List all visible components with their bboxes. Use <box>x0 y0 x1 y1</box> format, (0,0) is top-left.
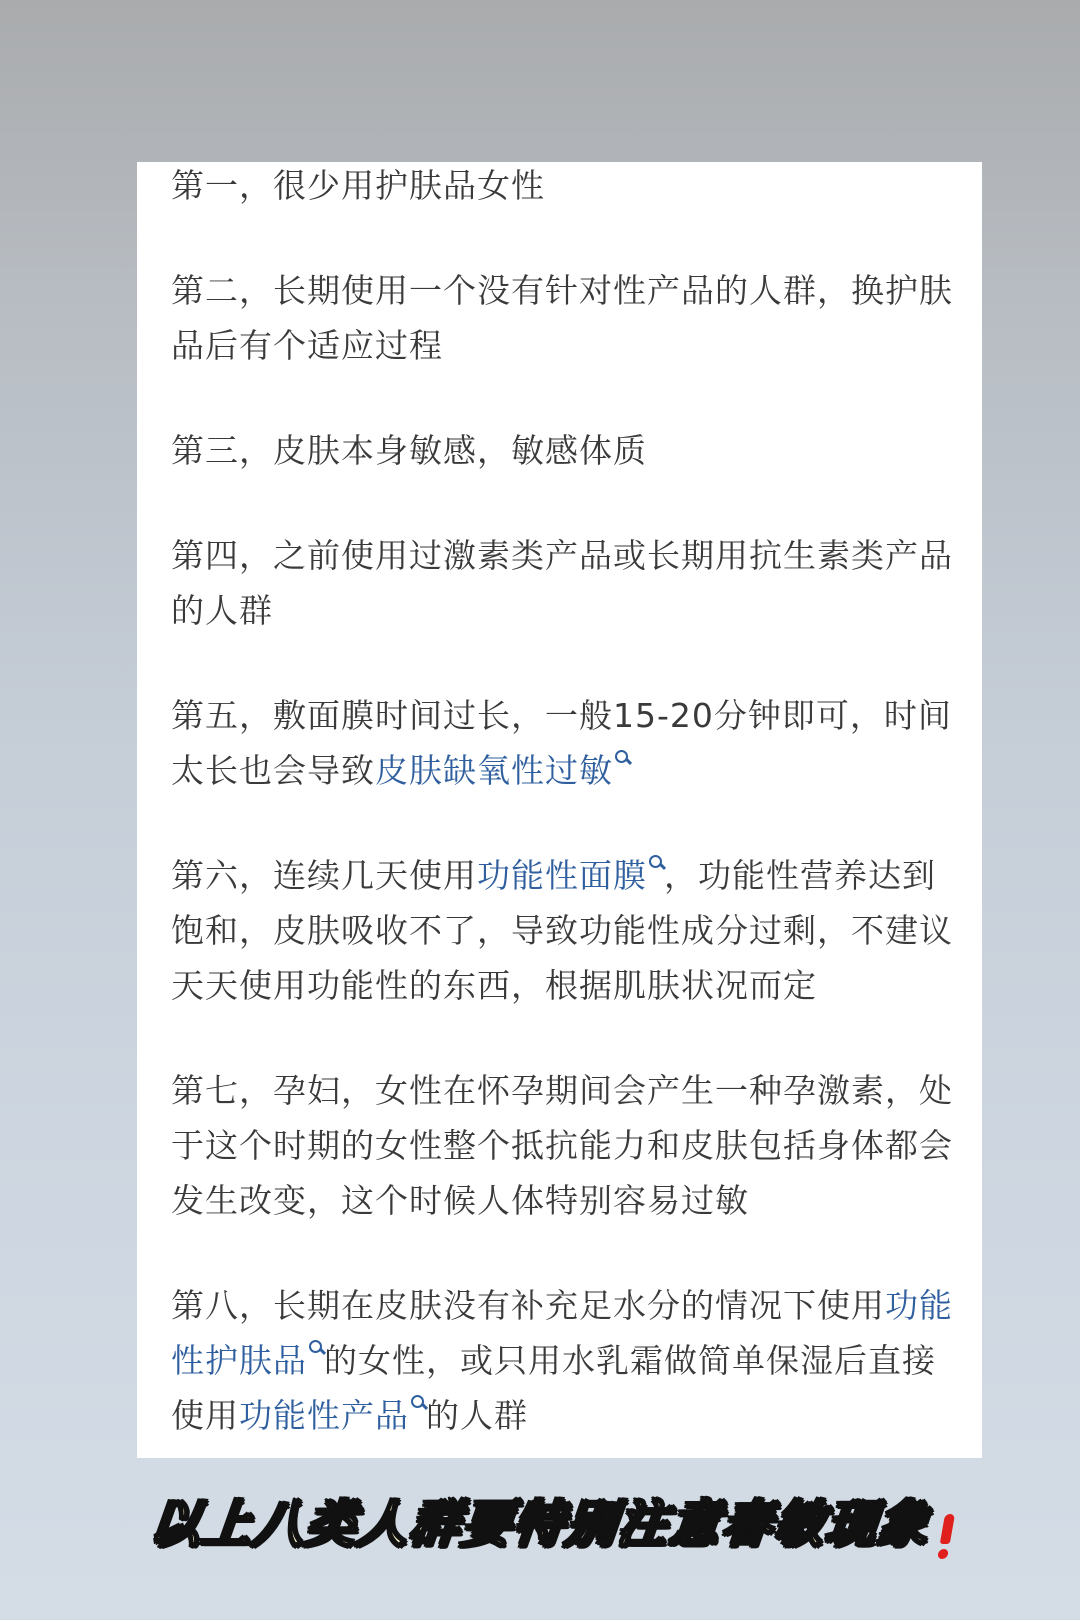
search-link[interactable]: 皮肤缺氧性过敏 <box>375 751 613 790</box>
exclamation-icon <box>934 1514 958 1560</box>
paragraph-7 <box>171 1063 956 1228</box>
paragraph-text: 第二，长期使用一个没有针对性产品的人群，换护肤品后有个适应过程 <box>171 271 953 365</box>
content-card <box>137 162 982 1458</box>
paragraph-list <box>171 162 956 1458</box>
paragraph-6 <box>171 848 956 1013</box>
paragraph-text: 第六，连续几天使用 <box>171 856 477 895</box>
paragraph-text: 第七，孕妇，女性在怀孕期间会产生一种孕激素，处于这个时期的女性整个抵抗能力和皮肤包括身体都会发生改变，这个时候人体特别容易过敏 <box>171 1071 953 1220</box>
paragraph-text: 第五，敷面膜时间过长，一般15-20分钟即可，时间太长也会导致 <box>171 696 952 790</box>
paragraph-5 <box>171 688 956 798</box>
paragraph-3 <box>171 423 956 478</box>
search-link[interactable]: 功能性面膜 <box>477 856 647 895</box>
search-link[interactable]: 功能性产品 <box>239 1396 409 1435</box>
paragraph-1 <box>171 162 956 213</box>
paragraph-text: 第一，很少用护肤品女性 <box>171 166 545 205</box>
paragraph-text: 第八，长期在皮肤没有补充足水分的情况下使用 <box>171 1286 885 1325</box>
search-icon[interactable] <box>308 1339 324 1359</box>
paragraph-text: 的女性，或只用水乳霜做简单保湿后直接使用 <box>171 1341 936 1435</box>
search-icon[interactable] <box>410 1394 426 1414</box>
paragraph-text: 的人群 <box>426 1396 528 1435</box>
paragraph-text: 第三，皮肤本身敏感，敏感体质 <box>171 431 647 470</box>
paragraph-8 <box>171 1278 956 1443</box>
search-icon[interactable] <box>614 749 630 769</box>
paragraph-4 <box>171 528 956 638</box>
search-icon[interactable] <box>648 854 664 874</box>
paragraph-text: 第四，之前使用过激素类产品或长期用抗生素类产品的人群 <box>171 536 953 630</box>
caption-banner <box>146 1484 1030 1564</box>
paragraph-text: ，功能性营养达到饱和，皮肤吸收不了，导致功能性成分过剩，不建议天天使用功能性的东西，根据肌肤状况而定 <box>171 856 953 1005</box>
search-link[interactable]: 功能性护肤品 <box>171 1286 953 1380</box>
paragraph-2 <box>171 263 956 373</box>
caption-text: 以上八类人群要特别注意春敏现象 <box>146 1495 933 1553</box>
